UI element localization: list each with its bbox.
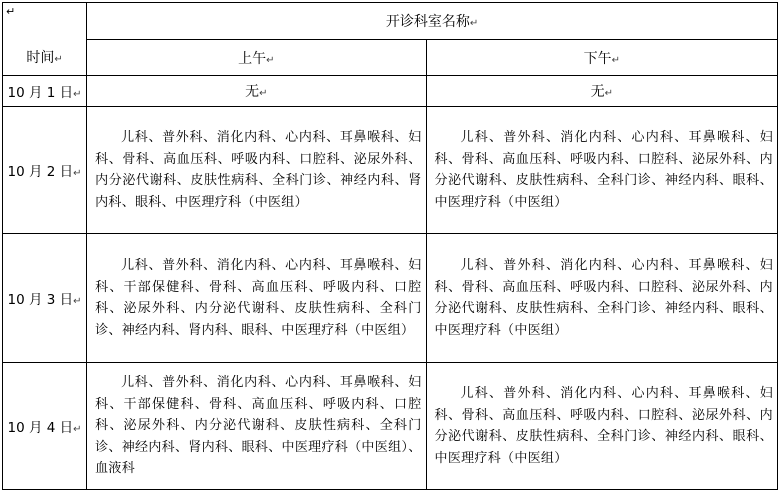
am-departments-text: 儿科、普外科、消化内科、心内科、耳鼻喉科、妇科、干部保健科、骨科、高血压科、呼吸内科、口腔科、泌尿外科、内分泌代谢科、皮肤性病科、全科门诊、神经内科、肾内科、眼科、中医理疗科（中医组）	[95, 258, 422, 338]
date-cell: 10 月 4 日↵	[3, 363, 87, 490]
pm-departments	[426, 107, 777, 234]
table-row-oct-1	[3, 76, 778, 107]
am-departments: 无↵	[87, 76, 426, 107]
am-departments	[87, 234, 426, 363]
time-header-label: 时间↵	[26, 50, 63, 66]
pm-header: 下午↵	[426, 40, 777, 76]
table-row-oct-2	[3, 107, 778, 234]
table-row-oct-4	[3, 363, 778, 490]
pm-departments	[426, 234, 777, 363]
date-cell: 10 月 2 日↵	[3, 107, 87, 234]
am-departments	[87, 107, 426, 234]
table-row-oct-3	[3, 234, 778, 363]
pm-departments-text: 儿科、普外科、消化内科、心内科、耳鼻喉科、妇科、骨科、高血压科、呼吸内科、口腔科、泌尿外科、内分泌代谢科、皮肤性病科、全科门诊、神经内科、眼科、中医理疗科（中医组）	[434, 130, 773, 210]
time-header-cell	[3, 3, 87, 76]
corner-return-mark: ↵	[6, 5, 16, 18]
date-cell: 10 月 3 日↵	[3, 234, 87, 363]
header-row-2	[3, 40, 778, 76]
am-departments	[87, 363, 426, 490]
date-cell: 10 月 1 日↵	[3, 76, 87, 107]
pm-departments-text: 儿科、普外科、消化内科、心内科、耳鼻喉科、妇科、骨科、高血压科、呼吸内科、口腔科、泌尿外科、内分泌代谢科、皮肤性病科、全科门诊、神经内科、眼科、中医理疗科（中医组）	[434, 258, 773, 338]
am-header: 上午↵	[87, 40, 426, 76]
clinic-schedule-table	[2, 2, 778, 490]
pm-departments: 无↵	[426, 76, 777, 107]
clinic-names-header: 开诊科室名称↵	[87, 3, 778, 40]
header-row-1	[3, 3, 778, 40]
am-departments-text: 儿科、普外科、消化内科、心内科、耳鼻喉科、妇科、干部保健科、骨科、高血压科、呼吸内科、口腔科、泌尿外科、内分泌代谢科、皮肤性病科、全科门诊、神经内科、肾内科、眼科、中医理疗科（中医组）、血液科	[95, 375, 422, 477]
pm-departments-text: 儿科、普外科、消化内科、心内科、耳鼻喉科、妇科、骨科、高血压科、呼吸内科、口腔科、泌尿外科、内分泌代谢科、皮肤性病科、全科门诊、神经内科、眼科、中医理疗科（中医组）	[434, 386, 773, 466]
am-departments-text: 儿科、普外科、消化内科、心内科、耳鼻喉科、妇科、骨科、高血压科、呼吸内科、口腔科、泌尿外科、内分泌代谢科、皮肤性病科、全科门诊、神经内科、肾内科、眼科、中医理疗科（中医组）	[95, 130, 422, 210]
pm-departments	[426, 363, 777, 490]
